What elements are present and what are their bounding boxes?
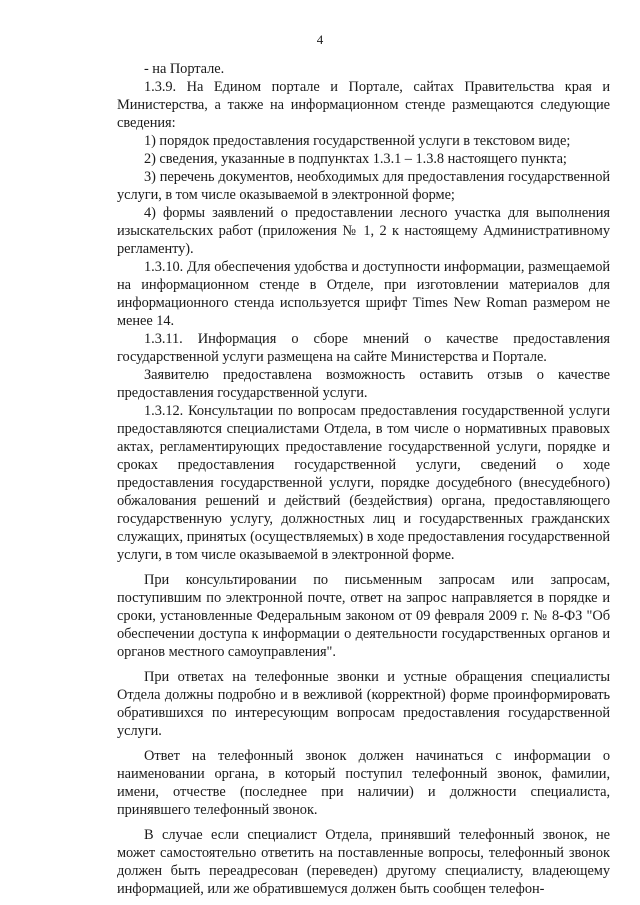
paragraph: При консультировании по письменным запросам или запросам, поступившим по электронной почте, ответ на запрос направляется в порядке и сроки, установленные Федеральным законом от 09 февраля 2009 г. № 8-ФЗ "Об обеспечении доступа к информации о деятельности государственных органов и органов местного самоуправления".: [117, 572, 610, 660]
paragraph: 3) перечень документов, необходимых для предоставления государственной услуги, в том числе оказываемой в электронной форме;: [117, 169, 610, 203]
paragraph: 4) формы заявлений о предоставлении лесного участка для выполнения изыскательских работ (приложения № 1, 2 к настоящему Административному регламенту).: [117, 205, 610, 257]
paragraph: - на Портале.: [144, 61, 225, 77]
paragraph: Заявителю предоставлена возможность оставить отзыв о качестве предоставления государственной услуги.: [117, 367, 610, 401]
paragraph: 2) сведения, указанные в подпунктах 1.3.1 – 1.3.8 настоящего пункта;: [144, 151, 567, 167]
paragraph: 1.3.11. Информация о сборе мнений о качестве предоставления государственной услуги размещена на сайте Министерства и Портале.: [117, 331, 610, 365]
paragraph: При ответах на телефонные звонки и устные обращения специалисты Отдела должны подробно и в вежливой (корректной) форме проинформировать обратившихся по интересующим вопросам предоставления государственной услуги.: [117, 669, 610, 739]
page-number: 4: [316, 32, 324, 47]
paragraph: 1) порядок предоставления государственной услуги в текстовом виде;: [144, 133, 571, 149]
paragraph: В случае если специалист Отдела, принявший телефонный звонок, не может самостоятельно ответить на поставленные вопросы, телефонный звонок должен быть переадресован (переведен) другому специалисту, владеющему информацией, или же обратившемуся должен быть сообщен телефон-: [117, 827, 610, 897]
paragraph: 1.3.12. Консультации по вопросам предоставления государственной услуги предоставляются специалистами Отдела, в том числе о нормативных правовых актах, регламентирующих предоставление государственной услуги, порядке и сроках предоставления государственной услуги, сведений о ходе предоставления государственной услуги, порядке досудебного (внесудебного) обжалования решений и действий (бездействия) органа, предоставляющего государственную услугу, должностных лиц и государственных гражданских служащих, принятых (осуществляемых) в ходе предоставления государственной услуги, в том числе оказываемой в электронной форме.: [117, 403, 610, 563]
paragraph: Ответ на телефонный звонок должен начинаться с информации о наименовании органа, в который поступил телефонный звонок, фамилии, имени, отчестве (последнее при наличии) и должности специалиста, принявшего телефонный звонок.: [117, 748, 610, 818]
paragraph: 1.3.10. Для обеспечения удобства и доступности информации, размещаемой на информационном стенде в Отделе, при изготовлении материалов для информационного стенда используется шрифт Times New Roman размером не менее 14.: [117, 259, 610, 329]
paragraph: 1.3.9. На Едином портале и Портале, сайтах Правительства края и Министерства, а также на информационном стенде размещаются следующие сведения:: [117, 79, 610, 131]
document-body: [117, 60, 610, 898]
